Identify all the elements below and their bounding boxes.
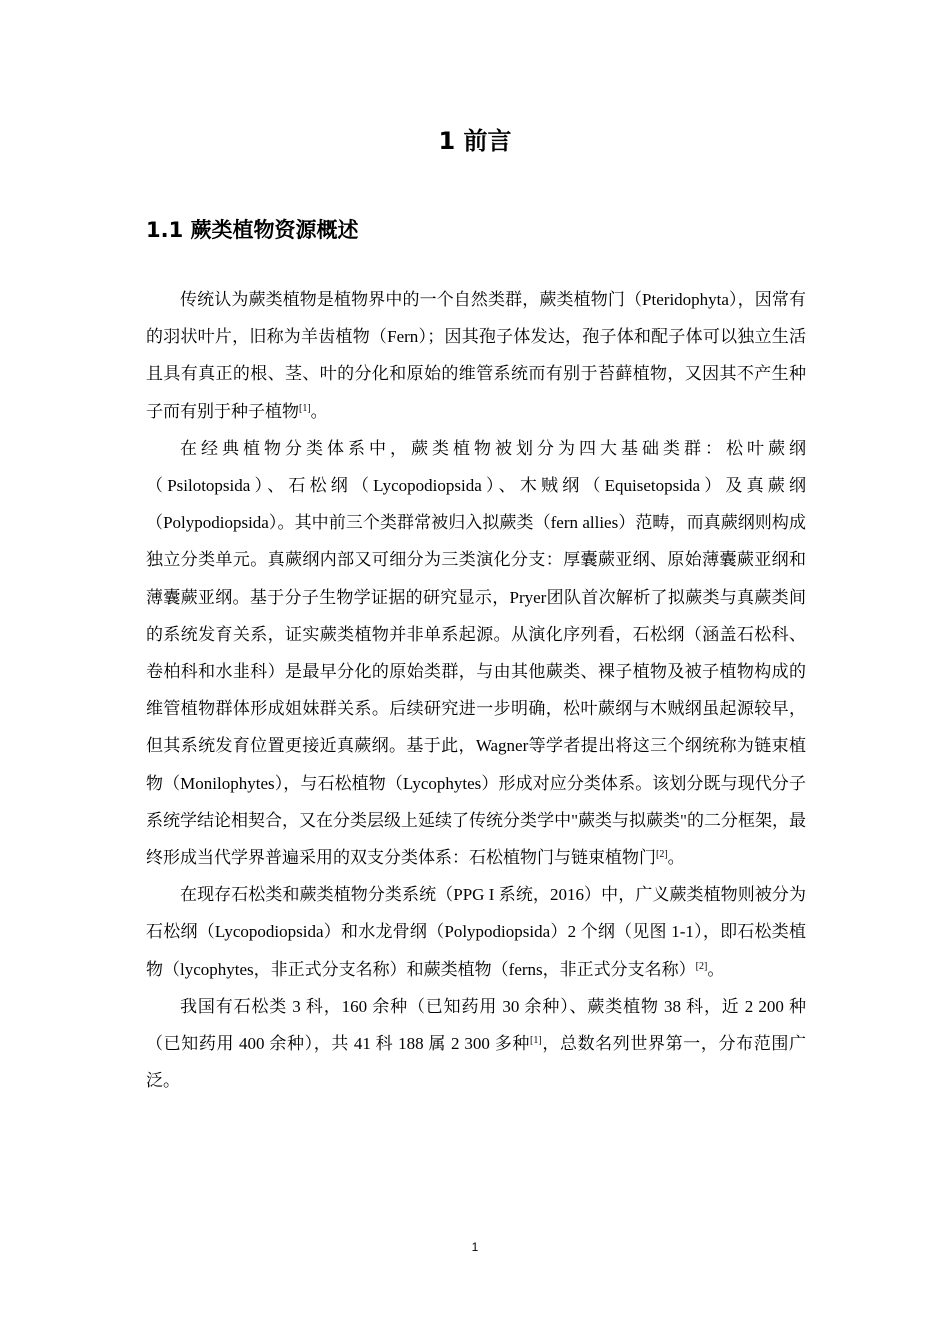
paragraph-4: [146, 988, 806, 1100]
paragraph-tail: 。: [707, 959, 725, 979]
citation: [2]: [695, 960, 708, 972]
body-text: [146, 281, 806, 1099]
page-number: 1: [471, 1240, 479, 1254]
citation: [1]: [530, 1035, 542, 1047]
paragraph-3: [146, 876, 806, 988]
citation: [1]: [299, 402, 311, 414]
chapter-title: 1 前言: [438, 127, 512, 155]
paragraph-text: 在现存石松类和蕨类植物分类系统（PPG I 系统，2016）中，广义蕨类植物则被分为石松纲（Lycopodiopsida）和水龙骨纲（Polypodiopsida）2 个纲（见图 1-1），即石松类植物（lycophytes，非正式分支名称）和蕨类植物（ferns，非正式分支名称）: [146, 885, 806, 979]
paragraph-tail: 。: [667, 848, 685, 868]
paragraph-tail: ，总数名列世界第一，分布范围广泛。: [146, 1034, 807, 1091]
paragraph-tail: 。: [310, 401, 328, 421]
paragraph-text: 传统认为蕨类植物是植物界中的一个自然类群，蕨类植物门（Pteridophyta），因常有的羽状叶片，旧称为羊齿植物（Fern）；因其孢子体发达，孢子体和配子体可以独立生活且具有真正的根、茎、叶的分化和原始的维管系统而有别于苔藓植物，又因其不产生种子而有别于种子植物: [146, 290, 806, 421]
citation: [2]: [656, 849, 668, 861]
section-title: 1.1 蕨类植物资源概述: [146, 218, 359, 242]
paragraph-text: 在经典植物分类体系中，蕨类植物被划分为四大基础类群：松叶蕨纲（Psilotopsida）、石松纲（Lycopodiopsida）、木贼纲（Equisetopsida）及真蕨纲（Polypodiopsida）。其中前三个类群常被归入拟蕨类（fern allies）范畴，而真蕨纲则构成独立分类单元。真蕨纲内部又可细分为三类演化分支：厚囊蕨亚纲、原始薄囊蕨亚纲和薄囊蕨亚纲。基于分子生物学证据的研究显示，Pryer团队首次解析了拟蕨类与真蕨类间的系统发育关系，证实蕨类植物并非单系起源。从演化序列看，石松纲（涵盖石松科、卷柏科和水韭科）是最早分化的原始类群，与由其他蕨类、裸子植物及被子植物构成的维管植物群体形成姐妹群关系。后续研究进一步明确，松叶蕨纲与木贼纲虽起源较早，但其系统发育位置更接近真蕨纲。基于此，Wagner等学者提出将这三个纲统称为链束植物（Monilophytes），与石松植物（Lycophytes）形成对应分类体系。该划分既与现代分子系统学结论相契合，又在分类层级上延续了传统分类学中"蕨类与拟蕨类"的二分框架，最终形成当代学界普遍采用的双支分类体系：石松植物门与链束植物门: [146, 438, 806, 868]
paragraph-1: [146, 281, 806, 430]
paragraph-text: 我国有石松类 3 科，160 余种（已知药用 30 余种）、蕨类植物 38 科，近 2 200 种（已知药用 400 余种），共 41 科 188 属 2 300 多种: [146, 996, 806, 1054]
paragraph-2: [146, 430, 806, 876]
